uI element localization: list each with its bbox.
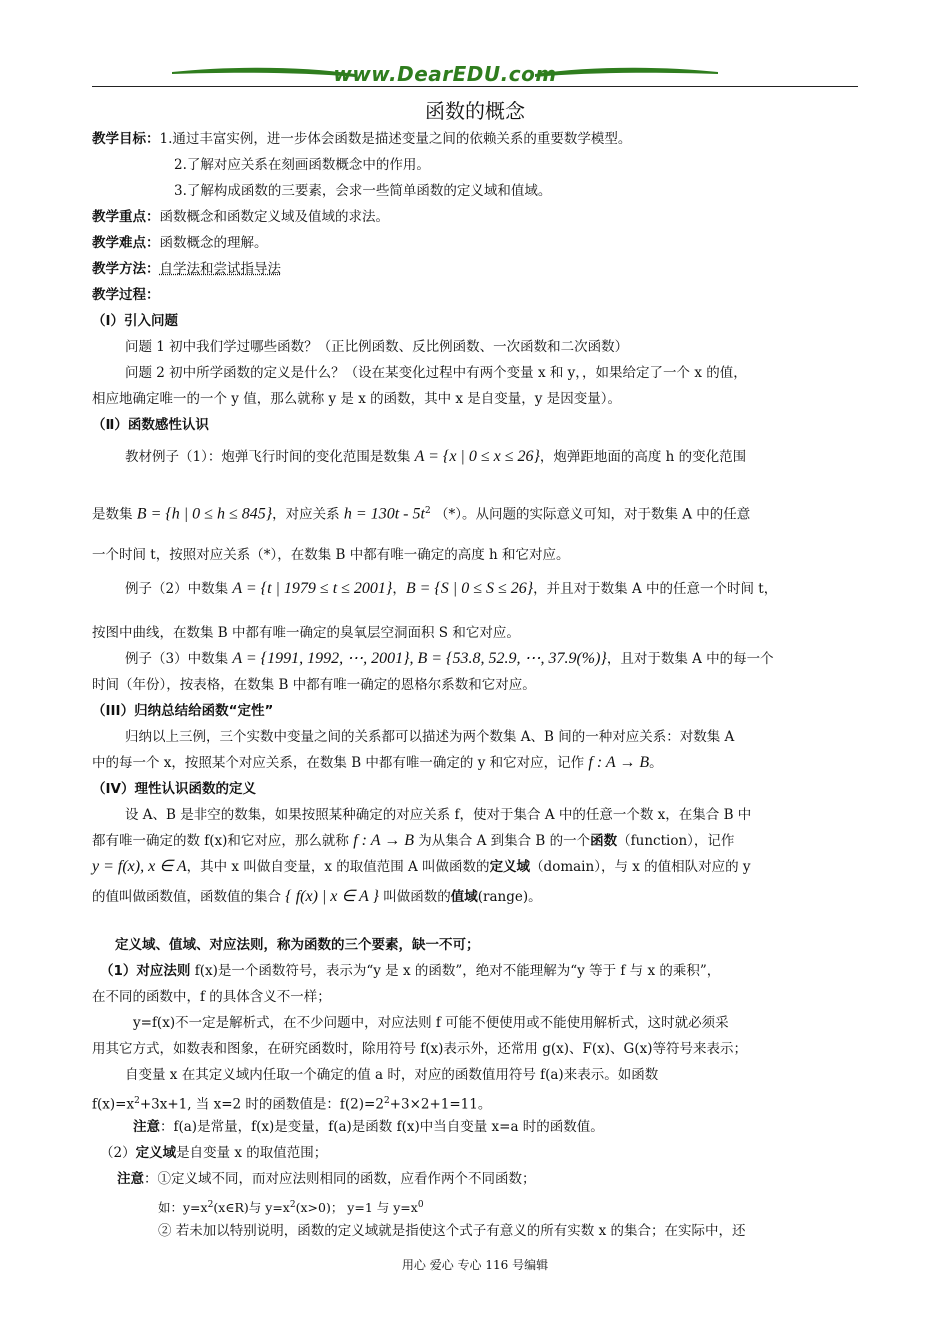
section-2-heading: （Ⅱ）函数感性认识 <box>92 417 209 433</box>
example-1-text-b: ，炮弹距地面的高度 h 的变化范围 <box>539 449 747 465</box>
goal-2: 2.了解对应关系在刻画函数概念中的作用。 <box>174 157 430 173</box>
note-1-line <box>133 1116 903 1138</box>
example-fx-exp-1: 2 <box>134 1096 140 1106</box>
method-text: 自学法和尝试指导法 <box>159 261 281 277</box>
note-2-example-exp-2: 2 <box>289 1200 296 1210</box>
question-1: 问题 1 初中我们学过哪些函数？（正比例函数、反比例函数、一次函数和二次函数） <box>125 339 629 355</box>
three-elements-statement: 定义域、值域、对应法则，称为函数的三个要素，缺一不可； <box>115 937 480 953</box>
term-range: 值域 <box>450 889 478 905</box>
height-formula: h = 130t - 5t <box>343 505 425 523</box>
example-fx-exp-2: 2 <box>383 1096 390 1106</box>
rule-1-line-1 <box>100 960 870 982</box>
rule-1-label: （1）对应法则 <box>100 963 191 979</box>
note-2-example <box>158 1194 928 1219</box>
note-2-label: 注意 <box>117 1171 144 1187</box>
goals-line-1 <box>92 128 862 150</box>
summary-line-1: 归纳以上三例，三个实数中变量之间的关系都可以描述为两个数集 A、B 间的一种对应关系：对数集 A <box>125 729 735 745</box>
example-1-text-c: 是数集 <box>92 506 137 523</box>
note-2-text: ：①定义域不同，而对应法则相同的函数，应看作两个不同函数； <box>144 1171 536 1187</box>
note-2-example-c: (x>0)； y=1 与 y=x <box>295 1200 418 1216</box>
example-fx-a: f(x)=x <box>92 1096 135 1113</box>
definition-line-4 <box>92 886 862 908</box>
example-3-text-a: 例子（3）中数集 <box>125 651 233 667</box>
example-2-separator: ， <box>392 581 406 597</box>
definition-line-3 <box>92 856 862 878</box>
method-line <box>92 258 862 280</box>
goal-3: 3.了解构成函数的三要素，会求一些简单函数的定义域和值域。 <box>174 183 552 199</box>
key-points-text: 函数概念和函数定义域及值域的求法。 <box>159 209 389 225</box>
definition-text-e: （domain），与 x 的值相队对应的 y <box>530 859 751 875</box>
definition-mapping: f : A → B <box>353 832 414 849</box>
range-set-notation: { f(x) | x ∈ A } <box>285 888 379 905</box>
definition-line-2 <box>92 830 862 852</box>
set-b-formula: B = {h | 0 ≤ h ≤ 845} <box>136 505 273 523</box>
definition-line-1: 设 A、B 是非空的数集，如果按照某种确定的对应关系 f，使对于集合 A 中的任意一个数 x，在集合 B 中 <box>125 807 752 823</box>
example-1-line-2 <box>92 500 862 526</box>
example-fx-c: +3×2+1=11。 <box>389 1096 492 1113</box>
key-points-label: 教学重点： <box>92 209 160 225</box>
rule-1-line-5: 自变量 x 在其定义域内任取一个确定的值 a 时，对应的函数值用符号 f(a)来表示。如函数 <box>125 1067 659 1083</box>
set-a-years-formula: A = {t | 1979 ≤ t ≤ 2001} <box>232 580 393 597</box>
rule-2-line <box>100 1142 870 1164</box>
example-1-text-d: ，对应关系 <box>272 506 344 523</box>
mapping-notation: f : A → B <box>588 754 650 771</box>
note-2-example-exp-3: 0 <box>417 1200 424 1210</box>
goal-1: 1.通过丰富实例，进一步体会函数是描述变量之间的依赖关系的重要数学模型。 <box>159 131 632 147</box>
header-divider <box>92 86 858 87</box>
summary-line-2 <box>92 752 862 774</box>
height-formula-exponent: 2 <box>424 506 431 516</box>
summary-text-a: 中的每一个 x，按照某个对应关系，在数集 B 中都有唯一确定的 y 和它对应，记作 <box>92 755 589 771</box>
rule-1-text: f(x)是一个函数符号，表示为“y 是 x 的函数”，绝对不能理解为“y 等于 f 与 x 的乘积”， <box>190 963 721 979</box>
method-label: 教学方法： <box>92 261 160 277</box>
page-title: 函数的概念 <box>425 99 525 123</box>
definition-text-g: 叫做函数的 <box>378 889 451 905</box>
note-2-example-b: (x∈R)与 y=x <box>213 1200 290 1216</box>
rule-2-text: 是自变量 x 的取值范围； <box>176 1145 328 1161</box>
example-1-text-a: 教材例子（1）：炮弹飞行时间的变化范围是数集 <box>125 449 415 465</box>
note-2-example-a: 如：y=x <box>158 1200 208 1216</box>
difficulty-label: 教学难点： <box>92 235 160 251</box>
example-2-line-2: 按图中曲线，在数集 B 中都有唯一确定的臭氧层空洞面积 S 和它对应。 <box>92 625 520 641</box>
rule-2-prefix: （2） <box>100 1145 136 1161</box>
definition-text-d: ，其中 x 叫做自变量，x 的取值范围 A 叫做函数的 <box>186 859 490 875</box>
difficulty-text: 函数概念的理解。 <box>159 235 268 251</box>
difficulty-line <box>92 232 862 254</box>
rule-1-line-2: 在不同的函数中，f 的具体含义不一样； <box>92 989 331 1005</box>
example-3-line-1 <box>125 648 895 670</box>
example-fx-b: +3x+1, 当 x=2 时的函数值是：f(2)=2 <box>139 1096 384 1113</box>
process-label: 教学过程： <box>92 287 160 303</box>
question-2-line-2: 相应地确定唯一的一个 y 值，那么就称 y 是 x 的函数，其中 x 是自变量，y 是因变量）。 <box>92 391 621 407</box>
definition-text-c: （function），记作 <box>617 833 735 849</box>
section-3-heading: （III）归纳总结给函数“定性” <box>92 703 274 719</box>
example-2-line-1 <box>125 578 895 600</box>
term-function: 函数 <box>590 833 618 849</box>
set-a-formula: A = {x | 0 ≤ x ≤ 26} <box>414 448 540 465</box>
summary-text-b: 。 <box>649 755 663 771</box>
example-1-line-3: 一个时间 t，按照对应关系（*），在数集 B 中都有唯一确定的高度 h 和它对应。 <box>92 547 570 563</box>
note-1-text: ：f(a)是常量，f(x)是变量，f(a)是函数 f(x)中当自变量 x=a 时的函数值。 <box>160 1119 604 1135</box>
term-domain: 定义域 <box>489 859 531 875</box>
definition-text-a: 都有唯一确定的数 f(x)和它对应，那么就称 <box>92 833 354 849</box>
example-1-line-1 <box>125 446 895 468</box>
rule-1-line-3: y=f(x)不一定是解析式，在不少问题中，对应法则 f 可能不便使用或不能使用解析式，这时就必须采 <box>133 1015 729 1031</box>
page-footer: 用心 爱心 专心 116 号编辑 <box>401 1258 549 1272</box>
section-4-heading: （IV）理性认识函数的定义 <box>92 781 256 797</box>
set-ab-engel-formula: A = {1991, 1992, ⋯, 2001}, B = {53.8, 52.9, ⋯, 37.9(%)} <box>232 650 607 667</box>
note-2-line <box>117 1168 887 1190</box>
set-b-area-formula: B = {S | 0 ≤ S ≤ 26} <box>405 580 534 597</box>
site-logo[interactable] <box>170 62 720 86</box>
logo-text: www.DearEDU.com <box>333 62 557 86</box>
definition-text-h: (range)。 <box>477 889 542 905</box>
note-2-example-exp-1: 2 <box>207 1200 214 1210</box>
rule-1-line-6 <box>92 1090 862 1116</box>
question-2-line-1: 问题 2 初中所学函数的定义是什么？（设在某变化过程中有两个变量 x 和 y，，如果给定了一个 x 的值， <box>125 365 747 381</box>
example-3-line-2: 时间（年份），按表格，在数集 B 中都有唯一确定的恩格尔系数和它对应。 <box>92 677 536 693</box>
example-2-text-b: ，并且对于数集 A 中的任意一个时间 t， <box>533 581 778 597</box>
rule-1-line-4: 用其它方式，如数表和图象，在研究函数时，除用符号 f(x)表示外，还常用 g(x)、F(x)、G(x)等符号来表示； <box>92 1041 747 1057</box>
section-1-heading: （Ⅰ）引入问题 <box>92 313 179 329</box>
definition-text-b: 为从集合 A 到集合 B 的一个 <box>413 833 591 849</box>
note-1-label: 注意 <box>133 1119 160 1135</box>
example-1-text-e: （*）。从问题的实际意义可知，对于数集 A 中的任意 <box>430 506 751 523</box>
example-2-text-a: 例子（2）中数集 <box>125 581 233 597</box>
key-points-line <box>92 206 862 228</box>
term-domain-2: 定义域 <box>135 1145 177 1161</box>
definition-text-f: 的值叫做函数值，函数值的集合 <box>92 889 286 905</box>
example-3-text-b: ，且对于数集 A 中的每一个 <box>606 651 774 667</box>
goals-label: 教学目标： <box>92 131 160 147</box>
note-3-line: ② 若未加以特别说明，函数的定义域就是指使这个式子有意义的所有实数 x 的集合；在实际中，还 <box>158 1223 746 1239</box>
function-notation: y = f(x), x ∈ A <box>92 858 187 875</box>
